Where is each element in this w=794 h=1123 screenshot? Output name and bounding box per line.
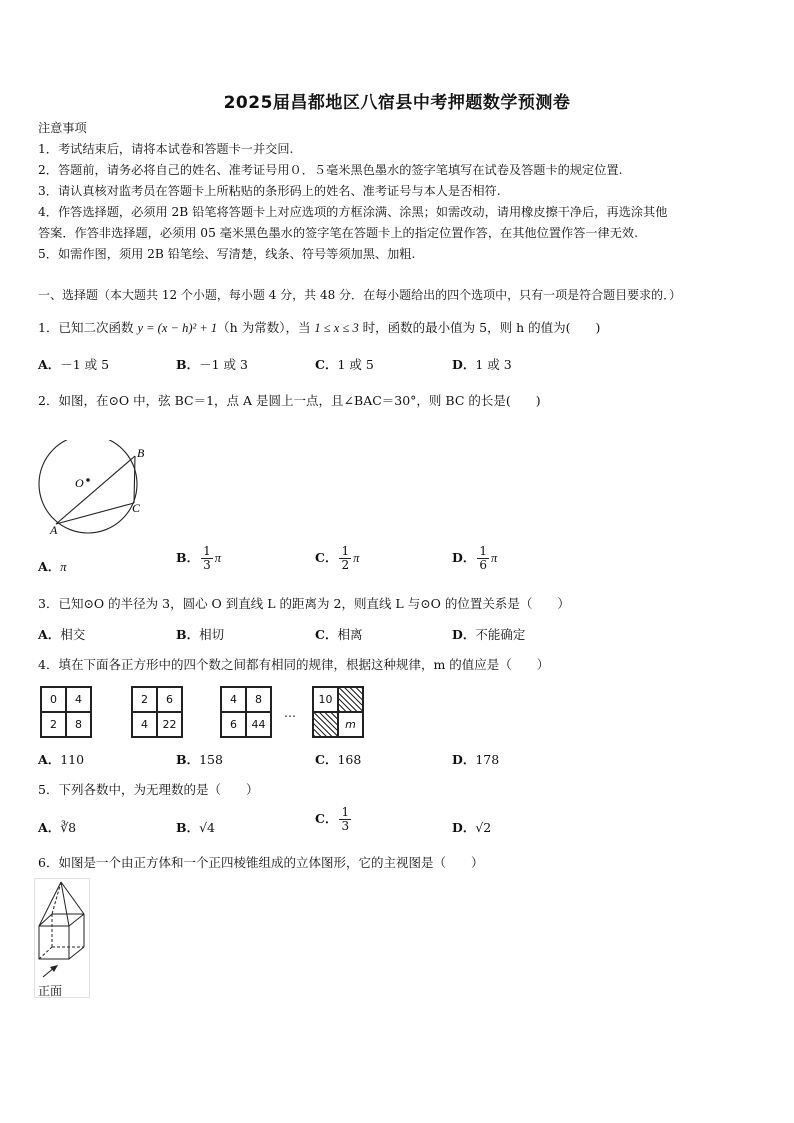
page-title: 2025届昌都地区八宿县中考押题数学预测卷 bbox=[223, 93, 571, 113]
q1-option-b[interactable]: B．－1 或 3 bbox=[176, 357, 248, 372]
q1-formula: y = (x − h)² + 1 bbox=[137, 321, 218, 335]
section-heading: 一、选择题（本大题共 12 个小题，每小题 4 分，共 48 分．在每小题给出的四个选项中，只有一项是符合题目要求的．） bbox=[38, 288, 682, 302]
q3-option-b[interactable]: B．相切 bbox=[176, 627, 225, 642]
label-c: C bbox=[132, 501, 141, 515]
notice-item: 3．请认真核对监考员在答题卡上所粘贴的条形码上的姓名、准考证号与本人是否相符. bbox=[38, 184, 501, 198]
label-b: B bbox=[137, 446, 145, 460]
label-a: A bbox=[50, 523, 58, 536]
q1-option-d[interactable]: D．1 或 3 bbox=[452, 357, 512, 372]
q2-circle-figure bbox=[34, 440, 154, 536]
q3-option-d[interactable]: D．不能确定 bbox=[452, 627, 526, 642]
number-square-3: 4 8 6 44 bbox=[220, 686, 272, 738]
q5-option-a[interactable]: A．∛8 bbox=[38, 820, 77, 835]
front-label: 正面 bbox=[38, 984, 63, 998]
number-square-2: 2 6 4 22 bbox=[131, 686, 183, 738]
question-3-stem: 3．已知⊙O 的半径为 3，圆心 O 到直线 L 的距离为 2，则直线 L 与⊙O 的位置关系是（ ） bbox=[38, 596, 570, 611]
notice-item: 2．答题前，请务必将自己的姓名、准考证号用０．５毫米黑色墨水的签字笔填写在试卷及答题卡的规定位置. bbox=[38, 163, 623, 177]
ellipsis: … bbox=[284, 706, 296, 720]
q1-option-c[interactable]: C．1 或 5 bbox=[315, 357, 374, 372]
notice-item: 1．考试结束后，请将本试卷和答题卡一并交回. bbox=[38, 142, 294, 156]
notice-item: 4．作答选择题，必须用 2B 铅笔将答题卡上对应选项的方框涂满、涂黑；如需改动，请用橡皮擦干净后，再选涂其他 bbox=[38, 205, 668, 219]
q2-option-d[interactable]: D． $\frac{1}{6}$ π bbox=[452, 544, 498, 572]
q1-option-a[interactable]: A．－1 或 5 bbox=[38, 357, 110, 372]
number-square-1: 0 4 2 8 bbox=[40, 686, 92, 738]
question-2-stem: 2．如图，在⊙O 中，弦 BC＝1，点 A 是圆上一点，且∠BAC＝30°，则 BC 的长是( ) bbox=[38, 393, 541, 408]
label-o: O bbox=[75, 476, 84, 490]
q4-option-c[interactable]: C．168 bbox=[315, 752, 362, 767]
number-square-4: 10 m bbox=[312, 686, 364, 738]
circle-o bbox=[39, 440, 137, 533]
notice-item: 答案．作答非选择题，必须用 05 毫米黑色墨水的签字笔在答题卡上的指定位置作答，在其他位置作答一律无效. bbox=[38, 226, 638, 240]
notice-heading: 注意事项 bbox=[38, 121, 87, 135]
q5-option-c[interactable]: C． $\frac{1}{3}$ bbox=[315, 805, 350, 833]
q5-option-b[interactable]: B．√4 bbox=[176, 820, 215, 835]
notice-item: 5．如需作图，须用 2B 铅笔绘、写清楚，线条、符号等须加黑、加粗. bbox=[38, 247, 416, 261]
q5-option-d[interactable]: D．√2 bbox=[452, 820, 492, 835]
q3-option-c[interactable]: C．相离 bbox=[315, 627, 363, 642]
q2-option-a[interactable]: A．π bbox=[38, 559, 67, 574]
question-6-stem: 6．如图是一个由正方体和一个正四棱锥组成的立体图形，它的主视图是（ ） bbox=[38, 855, 484, 870]
chord-bc bbox=[134, 456, 135, 503]
q4-option-b[interactable]: B．158 bbox=[176, 752, 223, 767]
q2-option-c[interactable]: C． $\frac{1}{2}$ π bbox=[315, 544, 360, 572]
q1-range: 1 ≤ x ≤ 3 bbox=[314, 321, 359, 335]
center-point bbox=[86, 478, 90, 482]
hatched-cell bbox=[313, 712, 338, 737]
hatched-cell bbox=[338, 687, 363, 712]
question-5-stem: 5．下列各数中，为无理数的是（ ） bbox=[38, 782, 259, 797]
q4-option-a[interactable]: A．110 bbox=[38, 752, 85, 767]
question-4-stem: 4．填在下面各正方形中的四个数之间都有相同的规律，根据这种规律，m 的值应是（ ） bbox=[38, 657, 550, 672]
question-1-stem: 1．已知二次函数 y = (x − h)² + 1（h 为常数），当 1 ≤ x ≤ 3 时，函数的最小值为 5，则 h 的值为( ) bbox=[38, 320, 601, 335]
q2-option-b[interactable]: B． $\frac{1}{3}$ π bbox=[176, 544, 221, 572]
q4-option-d[interactable]: D．178 bbox=[452, 752, 500, 767]
q3-option-a[interactable]: A．相交 bbox=[38, 627, 86, 642]
